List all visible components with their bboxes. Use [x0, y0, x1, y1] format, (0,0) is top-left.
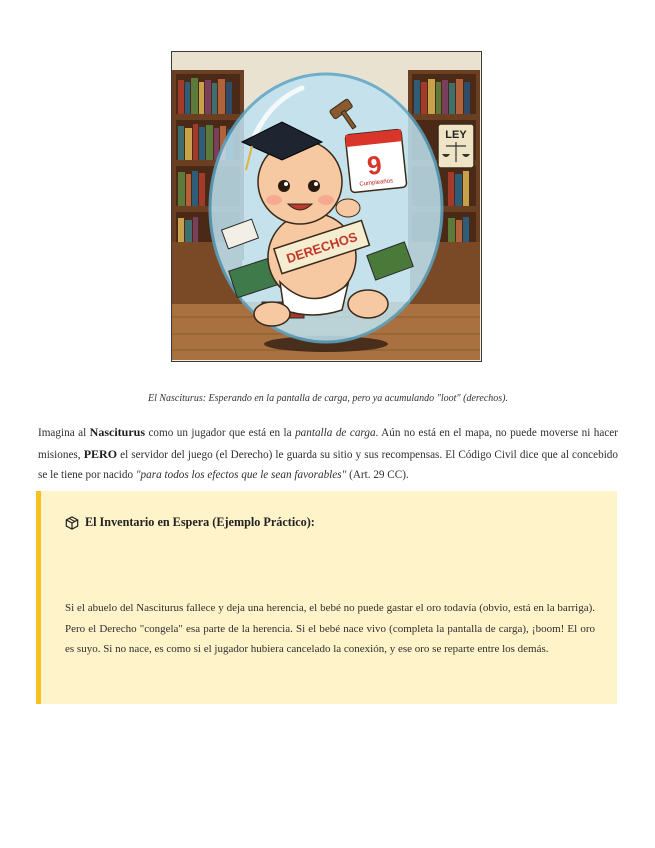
example-callout — [36, 491, 617, 704]
svg-text:DERECHOS: DERECHOS — [284, 229, 360, 267]
illustration-svg — [172, 52, 480, 360]
nasciturus-illustration — [171, 51, 482, 362]
intro-text-3: . Aún no está en el mapa, no puede moverse ni hacer misiones, — [38, 427, 618, 461]
svg-text:9: 9 — [365, 149, 384, 181]
intro-text-4: el servidor del juego (el Derecho) le guarda su sitio y sus recompensas. El Código Civil dice que al concebido se le tiene por nacido — [38, 448, 618, 481]
package-icon — [65, 516, 79, 530]
article-reference: (Art. 29 CC). — [346, 469, 409, 481]
loading-screen-term: pantalla de carga — [295, 427, 376, 439]
legal-quote: "para todos los efectos que le sean favorables" — [135, 469, 347, 481]
intro-paragraph — [38, 422, 618, 486]
svg-text:LEY: LEY — [445, 129, 467, 141]
figure-caption: El Nasciturus: Esperando en la pantalla de carga, pero ya acumulando "loot" (derechos). — [147, 393, 508, 404]
pero-emphasis: PERO — [83, 446, 118, 461]
ley-sign — [438, 124, 474, 168]
nasciturus-term: Nasciturus — [89, 425, 145, 439]
callout-body: Si el abuelo del Nasciturus fallece y deja una herencia, el bebé no puede gastar el oro todavía (obvio, está en la barriga). Pero el Derecho "congela" esa parte de la herencia. Si el bebé nace vivo (completa la pantalla de carga), ¡boom! El oro es suyo. Si no nace, es como si el jugador hubiera cancelado la conexión, y ese oro se reparte entre los demás. — [65, 602, 595, 655]
calendar-icon — [345, 129, 407, 193]
intro-text-2: como un jugador que está en la — [145, 427, 296, 439]
callout-heading — [65, 515, 315, 530]
intro-text-1: Imagina al — [38, 427, 90, 439]
callout-title-text: El Inventario en Espera (Ejemplo Práctico): — [85, 515, 315, 529]
svg-text:Cumpleaños: Cumpleaños — [359, 178, 394, 188]
